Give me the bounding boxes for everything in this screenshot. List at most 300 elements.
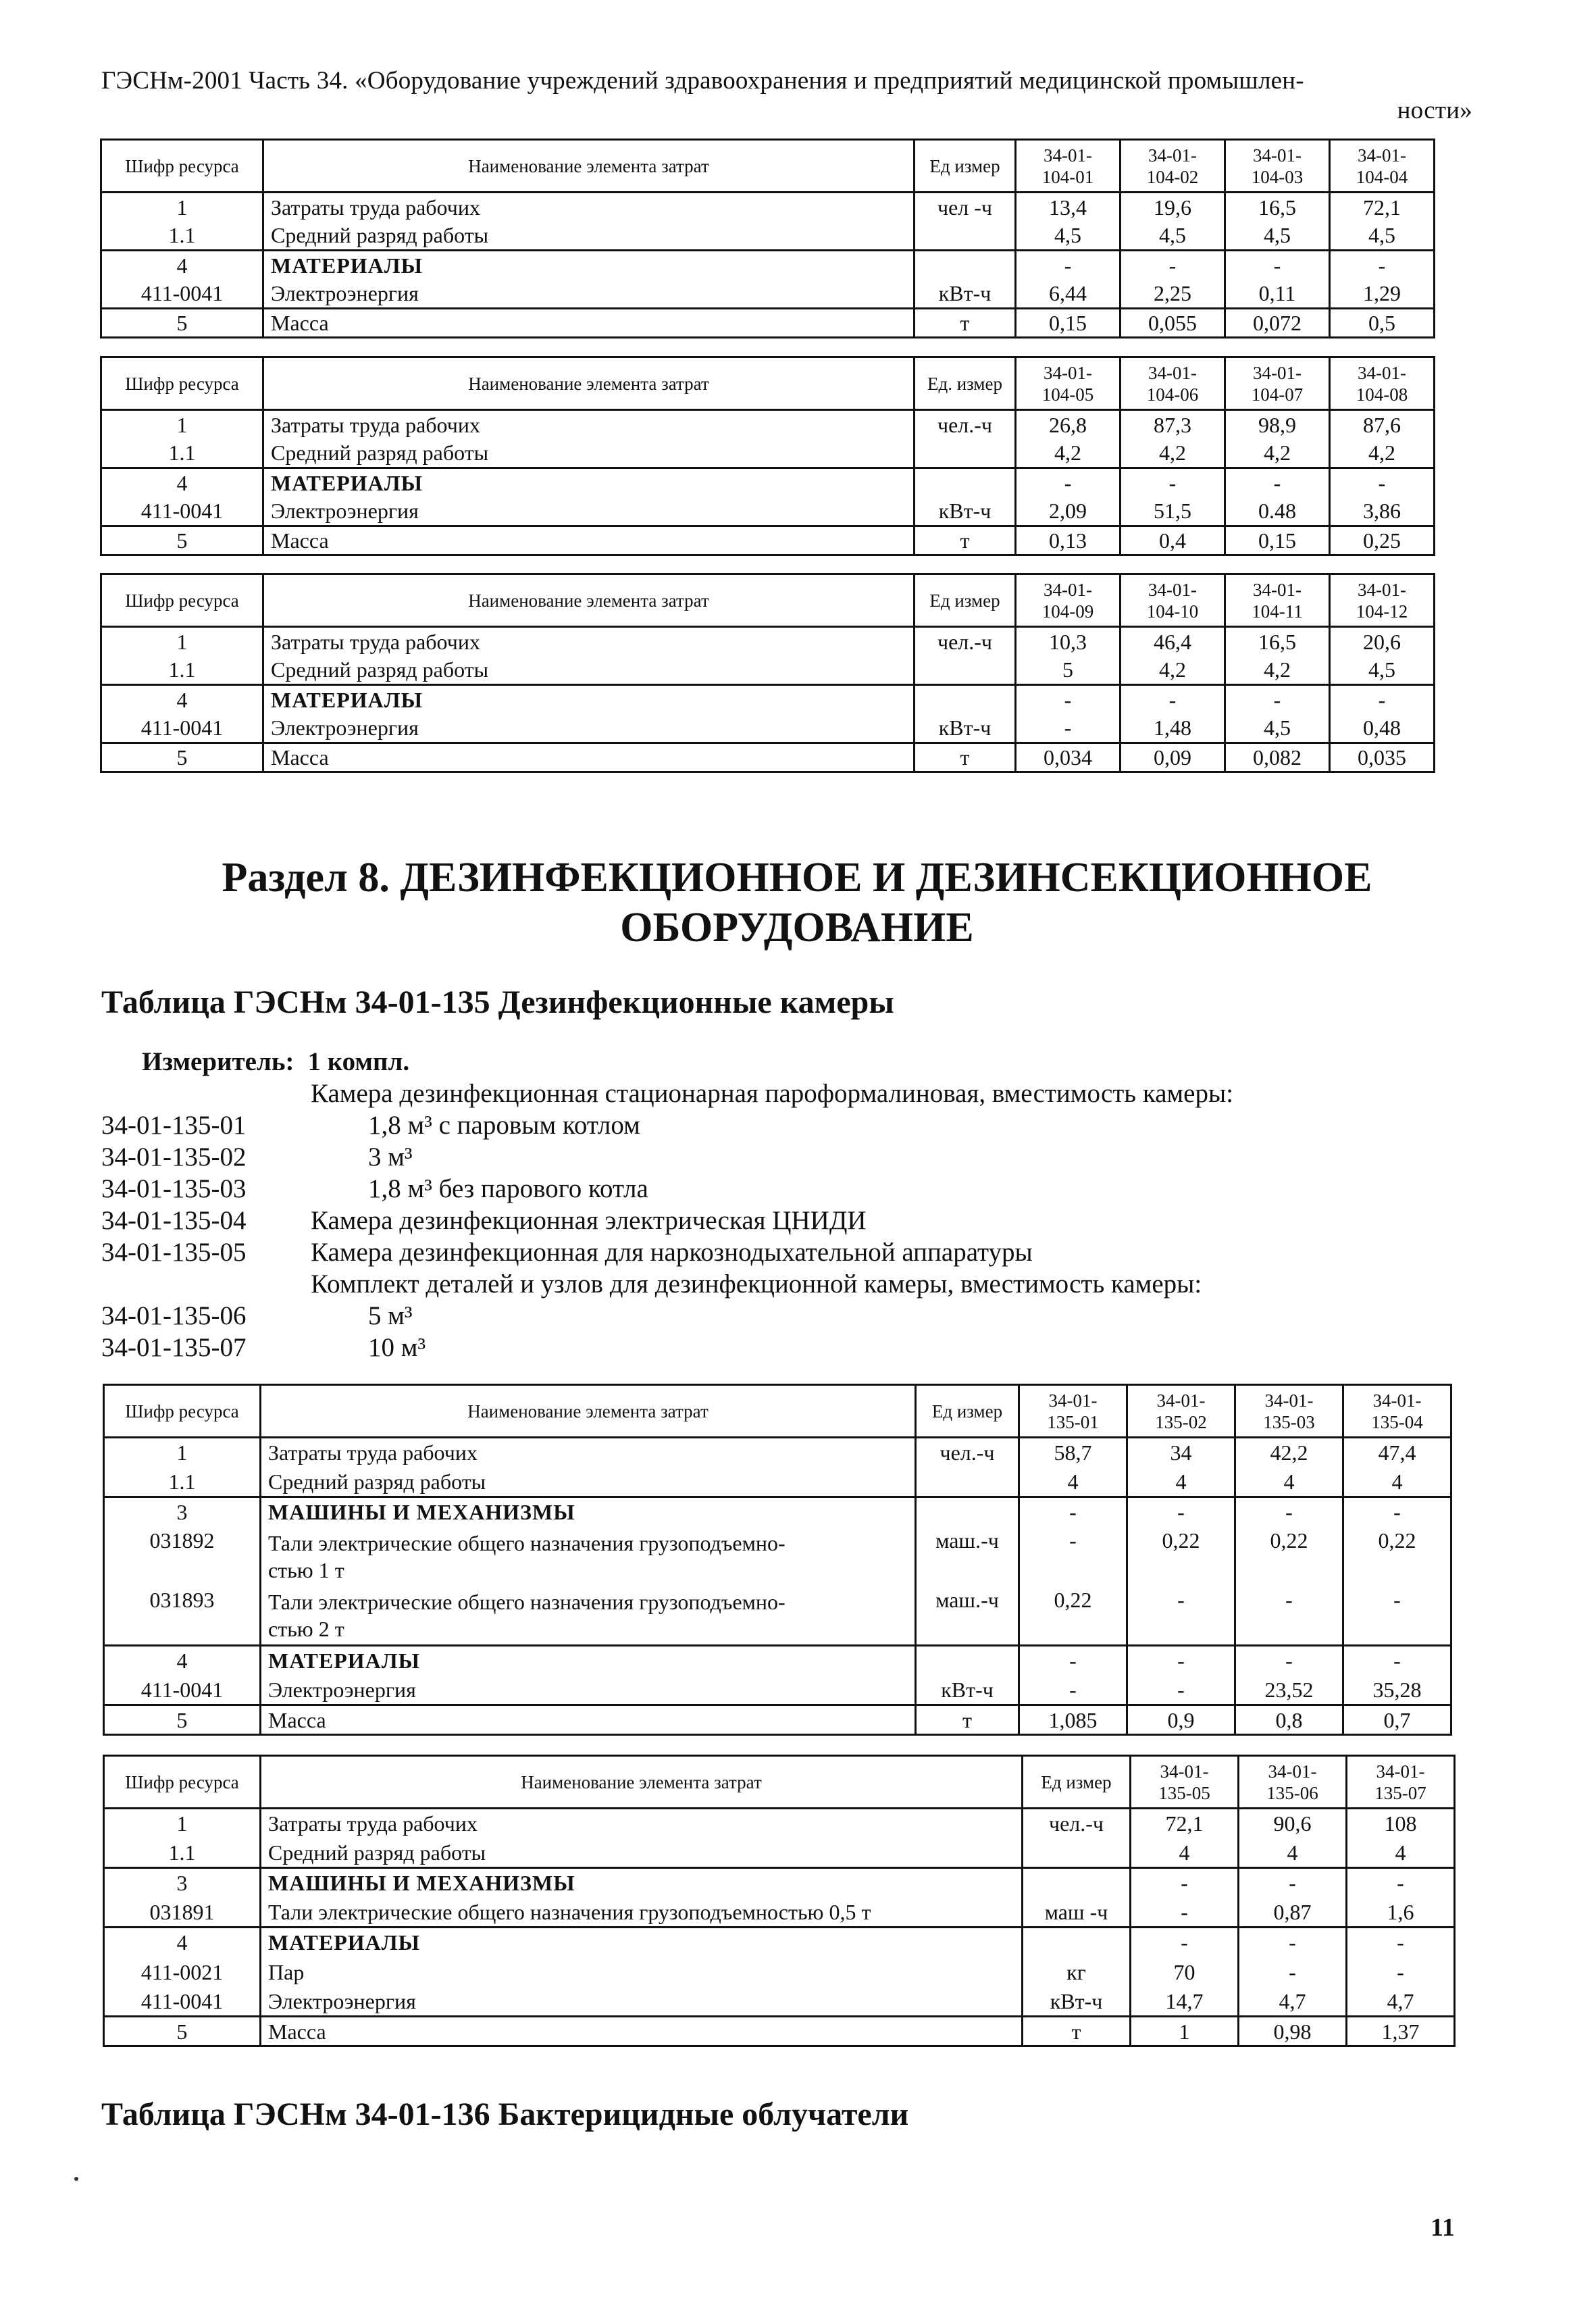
cell-value: 4,5 xyxy=(1330,656,1435,685)
cell-value: 87,6 xyxy=(1330,410,1435,439)
table-header-row xyxy=(101,574,1435,627)
cell-unit: т xyxy=(915,309,1016,338)
table-row xyxy=(104,1646,1451,1676)
table-row xyxy=(104,1928,1455,1957)
measure-item-description: 3 м³ xyxy=(368,1142,413,1172)
column-header-unit: Ед измер xyxy=(1023,1756,1131,1809)
cell-value: 0,082 xyxy=(1225,743,1330,772)
column-header-norm-code: 34-01- 104-12 xyxy=(1330,574,1435,627)
cell-value: - xyxy=(1016,685,1121,714)
table-row xyxy=(101,222,1435,251)
cell-value: 2,09 xyxy=(1016,497,1121,526)
resource-table-135-05-07 xyxy=(103,1755,1456,2047)
cell-value: - xyxy=(1235,1586,1343,1646)
cell-cost-element: Масса xyxy=(261,2017,1023,2046)
column-header-norm-code: 34-01- 104-06 xyxy=(1121,357,1225,410)
cell-value: 35,28 xyxy=(1343,1676,1451,1705)
cell-value: 4,5 xyxy=(1225,714,1330,743)
page-number: 11 xyxy=(1431,2213,1455,2242)
cell-value: 34 xyxy=(1127,1438,1235,1467)
resource-table-135-01-04 xyxy=(103,1384,1452,1736)
column-header-code: Шифр ресурса xyxy=(101,574,263,627)
cell-unit xyxy=(915,251,1016,280)
column-header-unit: Ед измер xyxy=(915,140,1016,193)
cell-value: 0,22 xyxy=(1019,1586,1127,1646)
cell-value: 14,7 xyxy=(1131,1987,1239,2017)
cell-value: - xyxy=(1225,468,1330,497)
column-header-code: Шифр ресурса xyxy=(101,140,263,193)
measure-item-description: 10 м³ xyxy=(368,1333,426,1362)
cell-value: 4,5 xyxy=(1330,222,1435,251)
cell-value: 72,1 xyxy=(1330,193,1435,222)
cell-value: 4 xyxy=(1019,1467,1127,1497)
cell-unit: кг xyxy=(1023,1957,1131,1987)
table-row xyxy=(101,743,1435,772)
cell-value: - xyxy=(1131,1928,1239,1957)
column-header-code: Шифр ресурса xyxy=(104,1385,261,1438)
table-row xyxy=(104,1497,1451,1527)
cell-resource-code: 5 xyxy=(101,526,263,555)
cell-unit xyxy=(1023,1868,1131,1898)
cell-resource-code: 1 xyxy=(101,410,263,439)
table-row xyxy=(104,1676,1451,1705)
cell-cost-element: Затраты труда рабочих xyxy=(261,1438,916,1467)
column-header-norm-code: 34-01- 135-01 xyxy=(1019,1385,1127,1438)
cell-unit: кВт-ч xyxy=(916,1676,1019,1705)
cell-value: 0,25 xyxy=(1330,526,1435,555)
cell-resource-code: 1.1 xyxy=(101,439,263,468)
cell-resource-code: 411-0041 xyxy=(104,1676,261,1705)
cell-resource-code: 411-0041 xyxy=(101,714,263,743)
cell-value: 58,7 xyxy=(1019,1438,1127,1467)
cell-value: 4 xyxy=(1343,1467,1451,1497)
cell-value: - xyxy=(1019,1646,1127,1676)
resource-table-104-01-04 xyxy=(100,139,1435,338)
measure-value: 1 компл. xyxy=(307,1047,410,1076)
cell-value: - xyxy=(1016,714,1121,743)
cell-value: 0,22 xyxy=(1127,1527,1235,1586)
resource-table-104-05-08 xyxy=(100,356,1435,556)
cell-value: 0,15 xyxy=(1225,526,1330,555)
table-row xyxy=(104,1987,1455,2017)
cell-value: - xyxy=(1121,685,1225,714)
cell-value: 16,5 xyxy=(1225,193,1330,222)
cell-unit xyxy=(1023,1928,1131,1957)
cell-value: - xyxy=(1343,1497,1451,1527)
cell-unit: кВт-ч xyxy=(915,280,1016,309)
cell-unit: чел.-ч xyxy=(916,1438,1019,1467)
cell-value: - xyxy=(1225,685,1330,714)
cell-value: 0,22 xyxy=(1235,1527,1343,1586)
cell-value: 72,1 xyxy=(1131,1809,1239,1838)
column-header-unit: Ед измер xyxy=(915,574,1016,627)
cell-value: 0,98 xyxy=(1239,2017,1347,2046)
cell-unit: кВт-ч xyxy=(915,497,1016,526)
table-row xyxy=(101,526,1435,555)
measure-label: Измеритель: xyxy=(142,1047,294,1076)
cell-resource-code: 411-0041 xyxy=(101,280,263,309)
cell-value: 26,8 xyxy=(1016,410,1121,439)
cell-unit: чел.-ч xyxy=(915,627,1016,656)
table-row xyxy=(104,1838,1455,1868)
cell-cost-element: МАТЕРИАЛЫ xyxy=(261,1928,1023,1957)
cell-value: 0,13 xyxy=(1016,526,1121,555)
cell-value: 3,86 xyxy=(1330,497,1435,526)
cell-resource-code: 4 xyxy=(104,1646,261,1676)
cell-unit xyxy=(916,1497,1019,1527)
scan-speck xyxy=(74,2177,78,2181)
cell-value: 4 xyxy=(1235,1467,1343,1497)
table-row xyxy=(101,251,1435,280)
cell-value: 4,2 xyxy=(1225,439,1330,468)
running-header-line1: ГЭСНм-2001 Часть 34. «Оборудование учреждений здравоохранения и предприятий медицинской промышлен- xyxy=(101,67,1304,95)
measure-item-code: 34-01-135-01 xyxy=(101,1111,247,1140)
table-row xyxy=(104,2017,1455,2046)
cell-cost-element: Тали электрические общего назначения грузоподъемно- стью 1 т xyxy=(261,1527,916,1586)
cell-unit: чел.-ч xyxy=(915,410,1016,439)
measure-item-code: 34-01-135-03 xyxy=(101,1174,247,1203)
table-row xyxy=(101,468,1435,497)
cell-resource-code: 1.1 xyxy=(104,1467,261,1497)
cell-value: 0,034 xyxy=(1016,743,1121,772)
cell-unit: чел.-ч xyxy=(1023,1809,1131,1838)
cell-unit: маш.-ч xyxy=(916,1527,1019,1586)
cell-value: 0,4 xyxy=(1121,526,1225,555)
cell-value: 0,055 xyxy=(1121,309,1225,338)
cell-unit xyxy=(915,439,1016,468)
cell-cost-element: Масса xyxy=(263,309,915,338)
cell-value: 46,4 xyxy=(1121,627,1225,656)
cell-value: 0,09 xyxy=(1121,743,1225,772)
cell-value: 0,15 xyxy=(1016,309,1121,338)
column-header-norm-code: 34-01- 104-07 xyxy=(1225,357,1330,410)
cell-resource-code: 4 xyxy=(104,1928,261,1957)
cell-unit: т xyxy=(916,1705,1019,1735)
cell-value: 0,9 xyxy=(1127,1705,1235,1735)
cell-resource-code: 4 xyxy=(101,251,263,280)
cell-resource-code: 1.1 xyxy=(101,222,263,251)
cell-value: 0,11 xyxy=(1225,280,1330,309)
cell-value: 4,5 xyxy=(1225,222,1330,251)
cell-value: - xyxy=(1016,468,1121,497)
measure-item xyxy=(101,1268,1520,1300)
cell-value: 4,2 xyxy=(1016,439,1121,468)
cell-cost-element: Затраты труда рабочих xyxy=(261,1809,1023,1838)
cell-value: - xyxy=(1131,1868,1239,1898)
cell-cost-element: Затраты труда рабочих xyxy=(263,627,915,656)
cell-value: 42,2 xyxy=(1235,1438,1343,1467)
cell-resource-code: 1.1 xyxy=(104,1838,261,1868)
cell-cost-element: Средний разряд работы xyxy=(263,439,915,468)
cell-value: 4 xyxy=(1127,1467,1235,1497)
section-title-line2: ОБОРУДОВАНИЕ xyxy=(620,905,974,951)
column-header-name: Наименование элемента затрат xyxy=(263,357,915,410)
table-row xyxy=(104,1868,1455,1898)
column-header-unit: Ед. измер xyxy=(915,357,1016,410)
measure-item xyxy=(101,1173,1520,1205)
table-row xyxy=(101,193,1435,222)
cell-value: 0,072 xyxy=(1225,309,1330,338)
cell-value: - xyxy=(1347,1928,1455,1957)
section-title-line1: Раздел 8. ДЕЗИНФЕКЦИОННОЕ И ДЕЗИНСЕКЦИОННОЕ xyxy=(222,855,1372,901)
cell-cost-element: Электроэнергия xyxy=(263,497,915,526)
table-row xyxy=(101,309,1435,338)
table-row xyxy=(101,410,1435,439)
measure-item-code xyxy=(101,1268,311,1300)
cell-value: - xyxy=(1235,1497,1343,1527)
cell-value: 98,9 xyxy=(1225,410,1330,439)
cell-value: - xyxy=(1330,251,1435,280)
cell-resource-code: 1 xyxy=(104,1809,261,1838)
cell-unit xyxy=(1023,1838,1131,1868)
table-header-row xyxy=(101,140,1435,193)
measure-item-description: Камера дезинфекционная стационарная пароформалиновая, вместимость камеры: xyxy=(311,1079,1234,1108)
measure-item xyxy=(101,1078,1520,1109)
table-header-row xyxy=(104,1756,1455,1809)
measure-item-description: Комплект деталей и узлов для дезинфекционной камеры, вместимость камеры: xyxy=(311,1269,1202,1299)
cell-resource-code: 5 xyxy=(104,1705,261,1735)
section-title xyxy=(101,853,1493,953)
cell-value: 70 xyxy=(1131,1957,1239,1987)
column-header-code: Шифр ресурса xyxy=(104,1756,261,1809)
cell-resource-code: 031891 xyxy=(104,1898,261,1928)
column-header-name: Наименование элемента затрат xyxy=(263,140,915,193)
cell-unit xyxy=(916,1467,1019,1497)
column-header-norm-code: 34-01- 104-02 xyxy=(1121,140,1225,193)
cell-cost-element: Тали электрические общего назначения грузоподъемностью 0,5 т xyxy=(261,1898,1023,1928)
column-header-norm-code: 34-01- 135-04 xyxy=(1343,1385,1451,1438)
cell-value: - xyxy=(1330,468,1435,497)
column-header-name: Наименование элемента затрат xyxy=(261,1385,916,1438)
cell-value: - xyxy=(1239,1928,1347,1957)
table-header-row xyxy=(101,357,1435,410)
cell-value: 47,4 xyxy=(1343,1438,1451,1467)
column-header-norm-code: 34-01- 135-05 xyxy=(1131,1756,1239,1809)
cell-value: - xyxy=(1131,1898,1239,1928)
cell-value: 1 xyxy=(1131,2017,1239,2046)
cell-unit xyxy=(916,1646,1019,1676)
cell-cost-element: Масса xyxy=(263,526,915,555)
cell-resource-code: 4 xyxy=(101,685,263,714)
cell-unit xyxy=(915,468,1016,497)
column-header-norm-code: 34-01- 104-04 xyxy=(1330,140,1435,193)
cell-resource-code: 1.1 xyxy=(101,656,263,685)
measure-item xyxy=(101,1141,1520,1173)
cell-value: - xyxy=(1127,1497,1235,1527)
cell-resource-code: 5 xyxy=(101,309,263,338)
table-row xyxy=(101,497,1435,526)
cell-value: 4 xyxy=(1347,1838,1455,1868)
cell-value: 0,8 xyxy=(1235,1705,1343,1735)
column-header-norm-code: 34-01- 104-08 xyxy=(1330,357,1435,410)
cell-value: 0,87 xyxy=(1239,1898,1347,1928)
table-row xyxy=(104,1438,1451,1467)
cell-value: - xyxy=(1019,1497,1127,1527)
cell-value: - xyxy=(1239,1868,1347,1898)
cell-unit xyxy=(915,222,1016,251)
cell-cost-element: МАТЕРИАЛЫ xyxy=(263,251,915,280)
cell-unit xyxy=(915,685,1016,714)
measure-item xyxy=(101,1236,1520,1268)
column-header-norm-code: 34-01- 135-03 xyxy=(1235,1385,1343,1438)
column-header-norm-code: 34-01- 104-09 xyxy=(1016,574,1121,627)
cell-unit: т xyxy=(915,526,1016,555)
cell-value: 4 xyxy=(1239,1838,1347,1868)
table-row xyxy=(101,656,1435,685)
measure-item-code: 34-01-135-04 xyxy=(101,1206,247,1235)
cell-cost-element: Пар xyxy=(261,1957,1023,1987)
cell-value: 51,5 xyxy=(1121,497,1225,526)
cell-value: 1,37 xyxy=(1347,2017,1455,2046)
cell-value: 23,52 xyxy=(1235,1676,1343,1705)
cell-unit: кВт-ч xyxy=(1023,1987,1131,2017)
cell-cost-element: Масса xyxy=(263,743,915,772)
table-row xyxy=(104,1467,1451,1497)
cell-value: 0,5 xyxy=(1330,309,1435,338)
cell-value: 16,5 xyxy=(1225,627,1330,656)
cell-resource-code: 031893 xyxy=(104,1586,261,1646)
cell-resource-code: 5 xyxy=(104,2017,261,2046)
cell-cost-element: Тали электрические общего назначения грузоподъемно- стью 2 т xyxy=(261,1586,916,1646)
cell-resource-code: 411-0041 xyxy=(101,497,263,526)
measure-block xyxy=(101,1046,1520,1363)
cell-cost-element: МАШИНЫ И МЕХАНИЗМЫ xyxy=(261,1868,1023,1898)
column-header-norm-code: 34-01- 104-01 xyxy=(1016,140,1121,193)
cell-value: 0.48 xyxy=(1225,497,1330,526)
cell-value: - xyxy=(1343,1586,1451,1646)
cell-value: 1,48 xyxy=(1121,714,1225,743)
column-header-norm-code: 34-01- 104-11 xyxy=(1225,574,1330,627)
measure-item-description: 1,8 м³ без парового котла xyxy=(368,1174,648,1203)
cell-resource-code: 411-0041 xyxy=(104,1987,261,2017)
measure-item-code: 34-01-135-07 xyxy=(101,1333,247,1362)
cell-cost-element: Средний разряд работы xyxy=(261,1467,916,1497)
cell-value: 13,4 xyxy=(1016,193,1121,222)
column-header-norm-code: 34-01- 104-05 xyxy=(1016,357,1121,410)
cell-value: - xyxy=(1343,1646,1451,1676)
running-header-line2: ности» xyxy=(1397,97,1472,124)
cell-value: - xyxy=(1127,1676,1235,1705)
table-header-row xyxy=(104,1385,1451,1438)
measure-items xyxy=(101,1078,1520,1363)
cell-value: 0,7 xyxy=(1343,1705,1451,1735)
cell-value: 4,2 xyxy=(1121,656,1225,685)
cell-cost-element: Масса xyxy=(261,1705,916,1735)
cell-cost-element: Электроэнергия xyxy=(263,714,915,743)
column-header-name: Наименование элемента затрат xyxy=(263,574,915,627)
cell-value: - xyxy=(1347,1957,1455,1987)
cell-value: 0,22 xyxy=(1343,1527,1451,1586)
column-header-norm-code: 34-01- 104-10 xyxy=(1121,574,1225,627)
cell-resource-code: 031892 xyxy=(104,1527,261,1586)
cell-cost-element: Затраты труда рабочих xyxy=(263,193,915,222)
cell-unit: кВт-ч xyxy=(915,714,1016,743)
cell-value: 4,5 xyxy=(1016,222,1121,251)
measure-item-code xyxy=(101,1078,311,1109)
cell-value: 6,44 xyxy=(1016,280,1121,309)
cell-value: 1,085 xyxy=(1019,1705,1127,1735)
cell-unit: т xyxy=(1023,2017,1131,2046)
cell-cost-element: Средний разряд работы xyxy=(261,1838,1023,1868)
cell-value: - xyxy=(1225,251,1330,280)
column-header-unit: Ед измер xyxy=(916,1385,1019,1438)
cell-value: 4 xyxy=(1131,1838,1239,1868)
cell-value: - xyxy=(1127,1586,1235,1646)
cell-value: 0,48 xyxy=(1330,714,1435,743)
column-header-norm-code: 34-01- 135-02 xyxy=(1127,1385,1235,1438)
cell-value: - xyxy=(1330,685,1435,714)
column-header-code: Шифр ресурса xyxy=(101,357,263,410)
cell-value: - xyxy=(1347,1868,1455,1898)
measure-item xyxy=(101,1332,1520,1363)
cell-value: 90,6 xyxy=(1239,1809,1347,1838)
cell-value: 4,5 xyxy=(1121,222,1225,251)
cell-value: 4,7 xyxy=(1239,1987,1347,2017)
cell-cost-element: Электроэнергия xyxy=(261,1676,916,1705)
measure-row xyxy=(101,1046,1520,1078)
cell-cost-element: МАШИНЫ И МЕХАНИЗМЫ xyxy=(261,1497,916,1527)
cell-cost-element: Электроэнергия xyxy=(261,1987,1023,2017)
table-title-136: Таблица ГЭСНм 34-01-136 Бактерицидные облучатели xyxy=(101,2096,909,2132)
measure-item-description: Камера дезинфекционная электрическая ЦНИДИ xyxy=(311,1206,867,1235)
cell-value: - xyxy=(1121,468,1225,497)
column-header-norm-code: 34-01- 135-06 xyxy=(1239,1756,1347,1809)
cell-value: - xyxy=(1019,1676,1127,1705)
cell-unit xyxy=(915,656,1016,685)
resource-table-104-09-12 xyxy=(100,573,1435,773)
table-row xyxy=(104,1705,1451,1735)
cell-unit: маш.-ч xyxy=(916,1586,1019,1646)
cell-resource-code: 1 xyxy=(101,627,263,656)
cell-value: 5 xyxy=(1016,656,1121,685)
measure-item-code: 34-01-135-02 xyxy=(101,1142,247,1172)
table-row xyxy=(104,1809,1455,1838)
table-row xyxy=(104,1527,1451,1586)
table-row xyxy=(101,439,1435,468)
cell-resource-code: 1 xyxy=(101,193,263,222)
measure-item-code: 34-01-135-06 xyxy=(101,1301,247,1330)
table-row xyxy=(101,280,1435,309)
cell-value: - xyxy=(1235,1646,1343,1676)
cell-value: - xyxy=(1239,1957,1347,1987)
cell-unit: чел -ч xyxy=(915,193,1016,222)
cell-resource-code: 4 xyxy=(101,468,263,497)
cell-value: 0,035 xyxy=(1330,743,1435,772)
cell-cost-element: Средний разряд работы xyxy=(263,656,915,685)
cell-value: - xyxy=(1019,1527,1127,1586)
cell-resource-code: 1 xyxy=(104,1438,261,1467)
cell-value: - xyxy=(1016,251,1121,280)
cell-resource-code: 3 xyxy=(104,1868,261,1898)
cell-value: 4,7 xyxy=(1347,1987,1455,2017)
table-row xyxy=(101,714,1435,743)
running-header xyxy=(101,66,1472,126)
table-row xyxy=(104,1957,1455,1987)
cell-value: 10,3 xyxy=(1016,627,1121,656)
cell-value: 4,2 xyxy=(1330,439,1435,468)
column-header-norm-code: 34-01- 135-07 xyxy=(1347,1756,1455,1809)
cell-value: 20,6 xyxy=(1330,627,1435,656)
table-row xyxy=(101,627,1435,656)
cell-value: 1,6 xyxy=(1347,1898,1455,1928)
cell-cost-element: Электроэнергия xyxy=(263,280,915,309)
measure-item-description: Камера дезинфекционная для наркознодыхательной аппаратуры xyxy=(311,1238,1033,1267)
cell-unit: маш -ч xyxy=(1023,1898,1131,1928)
cell-value: 1,29 xyxy=(1330,280,1435,309)
cell-cost-element: МАТЕРИАЛЫ xyxy=(263,685,915,714)
table-row xyxy=(104,1586,1451,1646)
cell-value: 108 xyxy=(1347,1809,1455,1838)
